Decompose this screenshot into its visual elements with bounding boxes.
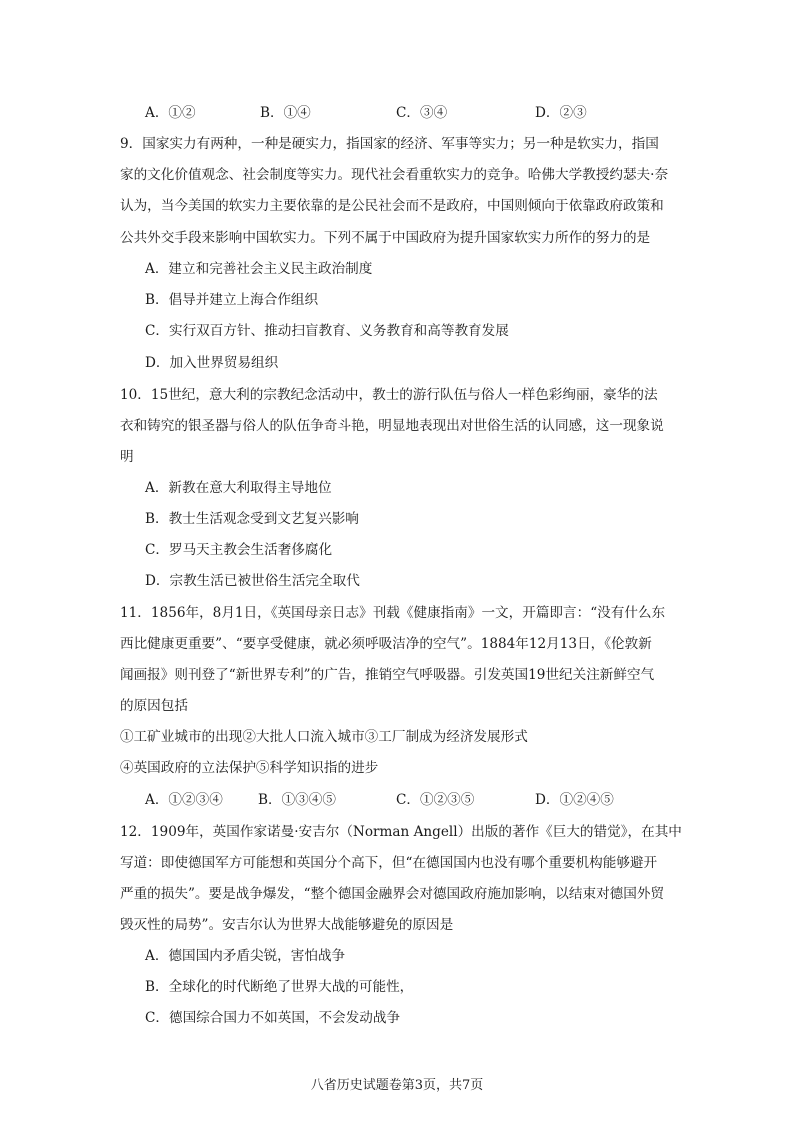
question-11-stem-line: 11．1856年，8月1日，《英国母亲日志》刊载《健康指南》一文，开篇即言：“没有什么东 — [120, 605, 666, 621]
question-10-option-a: A．新教在意大利取得主导地位 — [145, 480, 332, 496]
option-a: A．①② — [145, 105, 196, 121]
question-10-stem-line: 衣和铸究的银圣器与俗人的队伍争奇斗艳，明显地表现出对世俗生活的认同感，这一现象说 — [120, 418, 664, 434]
question-9-stem-line: 公共外交手段来影响中国软实力。下列不属于中国政府为提升国家软实力所作的努力的是 — [120, 230, 651, 246]
question-12-option-c: C．德国综合国力不如英国，不会发动战争 — [145, 1010, 401, 1026]
question-9-stem-line: 家的文化价值观念、社会制度等实力。现代社会看重软实力的竞争。哈佛大学教授约瑟夫·奈 — [120, 167, 669, 183]
option-a: A．①②③④ — [145, 792, 223, 808]
question-12-stem-line: 毁灭性的局势”。安吉尔认为世界大战能够避免的原因是 — [120, 917, 454, 933]
question-11-statements-line: ④英国政府的立法保护⑤科学知识指的进步 — [120, 760, 379, 776]
question-11-statements-line: ①工矿业城市的出现②大批人口流入城市③工厂制成为经济发展形式 — [120, 729, 528, 745]
question-10-stem-line: 10．15世纪，意大利的宗教纪念活动中，教士的游行队伍与俗人一样色彩绚丽，豪华的法 — [120, 387, 658, 403]
question-9-stem-line: 认为，当今美国的软实力主要依靠的是公民社会而不是政府，中国则倾向于依靠政府政策和 — [120, 198, 664, 214]
question-10-option-b: B．教士生活观念受到文艺复兴影响 — [145, 511, 359, 527]
option-d: D．①②④⑤ — [535, 792, 614, 808]
question-12-option-a: A．德国国内矛盾尖锐，害怕战争 — [145, 948, 346, 964]
option-c: C．③④ — [396, 105, 448, 121]
option-b: B．①③④⑤ — [258, 792, 336, 808]
question-12-option-b: B．全球化的时代断绝了世界大战的可能性， — [145, 979, 414, 995]
option-b: B．①④ — [260, 105, 311, 121]
option-c: C．①②③⑤ — [396, 792, 475, 808]
question-10-stem-line: 明 — [120, 449, 134, 465]
question-11-stem-line: 闻画报》则刊登了“新世界专利”的广告，推销空气呼吸器。引发英国19世纪关注新鲜空气 — [120, 667, 655, 683]
option-d: D．②③ — [535, 105, 587, 121]
question-10-option-d: D．宗教生活已被世俗生活完全取代 — [145, 573, 360, 589]
question-12-stem-line: 写道：即使德国军方可能想和英国分个高下，但“在德国国内也没有哪个重要机构能够避开 — [120, 855, 658, 871]
page-footer: 八省历史试题卷第3页，共7页 — [310, 1078, 484, 1093]
question-9-option-b: B．倡导并建立上海合作组织 — [145, 292, 319, 308]
question-9-stem-line: 9．国家实力有两种，一种是硬实力，指国家的经济、军事等实力；另一种是软实力，指国 — [120, 136, 659, 152]
question-12-stem-line: 12．1909年，英国作家诺曼·安吉尔（Norman Angell）出版的著作《巨大的错觉》，在其中 — [120, 824, 682, 840]
question-9-option-c: C．实行双百方针、推动扫盲教育、义务教育和高等教育发展 — [145, 323, 509, 339]
question-9-option-a: A．建立和完善社会主义民主政治制度 — [145, 261, 373, 277]
question-11-stem-line: 的原因包括 — [120, 698, 188, 714]
question-9-option-d: D．加入世界贸易组织 — [145, 355, 279, 371]
question-12-stem-line: 严重的损失”。要是战争爆发，“整个德国金融界会对德国政府施加影响，以结束对德国外贸 — [120, 886, 665, 902]
question-11-stem-line: 西比健康更重要”、“要享受健康，就必须呼吸洁净的空气”。1884年12月13日，《伦敦新 — [120, 636, 652, 652]
question-10-option-c: C．罗马天主教会生活奢侈腐化 — [145, 542, 333, 558]
